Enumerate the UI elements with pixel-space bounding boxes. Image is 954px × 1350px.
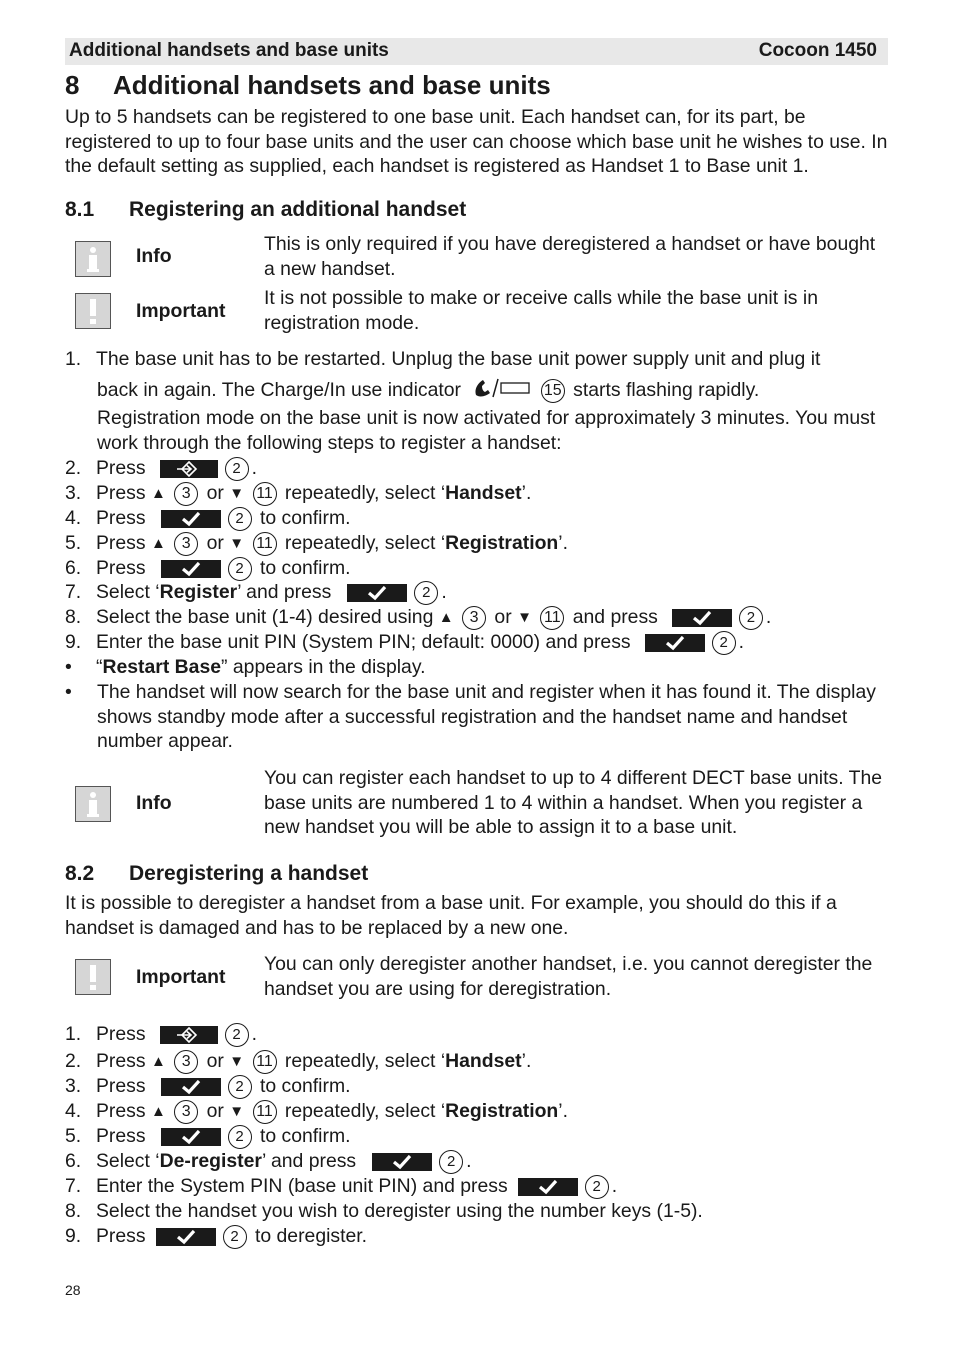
step-text: or xyxy=(494,606,512,628)
step-number: 8. xyxy=(65,1200,82,1222)
list-item xyxy=(65,347,820,371)
step-text: to confirm. xyxy=(259,507,351,529)
step-text: to deregister. xyxy=(254,1225,368,1247)
list-item xyxy=(65,556,350,581)
step-number: 1. xyxy=(65,348,82,370)
step-text: Press xyxy=(96,1023,146,1045)
step-text: Enter the System PIN (base unit PIN) and press xyxy=(96,1175,508,1197)
step-text: back in again. The Charge/In use indicator xyxy=(97,379,461,402)
list-item xyxy=(65,1174,617,1199)
menu-key-icon xyxy=(160,460,218,478)
section-title: Deregistering a handset xyxy=(129,862,369,885)
list-item xyxy=(65,531,568,556)
important-text: You can only deregister another handset, i.e. you cannot deregister the handset you are using for deregistration. xyxy=(264,953,873,1000)
info-icon xyxy=(75,241,111,277)
header-section-title: Additional handsets and base units xyxy=(69,40,389,61)
step-text: Press xyxy=(96,457,146,479)
key-2-marker: 2 xyxy=(439,1150,463,1174)
key-3-marker: 3 xyxy=(174,1100,198,1124)
punct: ’. xyxy=(558,1100,568,1122)
check-key-icon xyxy=(372,1153,432,1171)
key-2-marker: 2 xyxy=(585,1175,609,1199)
step-number: 1. xyxy=(65,1023,82,1045)
punct: . xyxy=(251,1023,257,1045)
step-number: 9. xyxy=(65,631,82,653)
list-item xyxy=(65,481,531,506)
key-2-marker: 2 xyxy=(228,1125,252,1149)
step-text: ’ and press xyxy=(261,1150,357,1172)
key-2-marker: 2 xyxy=(223,1225,247,1249)
step-text: or xyxy=(206,1100,224,1122)
key-11-marker: 11 xyxy=(253,482,277,506)
key-3-marker: 3 xyxy=(174,482,198,506)
info-label: Info xyxy=(136,245,172,267)
punct: ’. xyxy=(521,482,532,504)
header-product-name: Cocoon 1450 xyxy=(758,40,877,61)
step-number: 4. xyxy=(65,1100,82,1122)
step-text: Enter the base unit PIN (System PIN; default: 0000) and press xyxy=(96,631,631,653)
key-3-marker: 3 xyxy=(462,606,486,630)
section-number: 8.2 xyxy=(65,862,95,885)
important-text: It is not possible to make or receive calls while the base unit is in registration mode. xyxy=(264,287,818,334)
step-text: repeatedly, select ‘ xyxy=(284,1100,446,1122)
list-item xyxy=(65,630,744,655)
punct: . xyxy=(765,606,772,628)
step-text: Press xyxy=(96,532,146,554)
step-text: or xyxy=(206,532,224,554)
step-text: Press xyxy=(96,1050,146,1072)
list-item-continuation xyxy=(97,377,759,405)
up-arrow-icon: ▲ xyxy=(150,1103,166,1120)
step-option: Handset xyxy=(445,1050,522,1072)
step-number: 5. xyxy=(65,532,82,554)
chapter-title xyxy=(65,67,551,103)
chapter-number: 8 xyxy=(65,70,80,100)
info-icon xyxy=(75,786,111,822)
check-key-icon xyxy=(156,1228,216,1246)
check-key-icon xyxy=(161,1128,221,1146)
step-number: 7. xyxy=(65,1175,82,1197)
punct: . xyxy=(466,1150,472,1172)
step-text: Press xyxy=(96,507,146,529)
key-11-marker: 11 xyxy=(253,532,277,556)
punct: . xyxy=(251,457,257,479)
page-number: 28 xyxy=(65,1282,81,1298)
up-arrow-icon: ▲ xyxy=(150,1053,166,1070)
step-text: Registration mode on the base unit is now activated for approximately 3 minutes. You must work through the following steps to register a handset: xyxy=(97,407,876,454)
key-11-marker: 11 xyxy=(253,1050,277,1074)
step-number: 4. xyxy=(65,507,82,529)
step-option: Registration xyxy=(445,1100,559,1122)
list-item xyxy=(65,1124,350,1149)
punct: . xyxy=(441,581,447,603)
key-15-marker: 15 xyxy=(541,379,565,403)
step-number: 3. xyxy=(65,1075,82,1097)
list-item xyxy=(65,580,447,605)
important-label: Important xyxy=(136,966,226,988)
step-text: Press xyxy=(96,1100,146,1122)
list-item xyxy=(65,1022,257,1047)
step-number: 9. xyxy=(65,1225,82,1247)
check-key-icon xyxy=(645,634,705,652)
info-text: You can register each handset to up to 4 different DECT base units. The base units are numbered 1 to 4 within a handset. When you register a new handset you will be able to assign it to a base unit. xyxy=(264,767,883,839)
step-option: Handset xyxy=(445,482,522,504)
key-3-marker: 3 xyxy=(174,532,198,556)
section-title: Registering an additional handset xyxy=(129,198,467,221)
down-arrow-icon: ▼ xyxy=(517,609,532,626)
check-key-icon xyxy=(161,510,221,528)
key-2-marker: 2 xyxy=(225,457,249,481)
list-item xyxy=(65,1049,531,1074)
step-text: Press xyxy=(96,557,146,579)
important-label: Important xyxy=(136,300,226,322)
step-text: repeatedly, select ‘ xyxy=(284,532,446,554)
up-arrow-icon: ▲ xyxy=(150,535,166,552)
step-option: Registration xyxy=(445,532,559,554)
down-arrow-icon: ▼ xyxy=(229,1103,245,1120)
check-key-icon xyxy=(672,609,732,627)
section-intro: It is possible to deregister a handset from a base unit. For example, you should do this if a handset is damaged and has to be replaced by a new one. xyxy=(65,892,837,939)
list-item xyxy=(65,605,771,630)
step-number: 5. xyxy=(65,1125,82,1147)
step-text: ” appears in the display. xyxy=(221,656,426,678)
step-text: to confirm. xyxy=(259,1075,351,1097)
step-text: Select the base unit (1-4) desired using xyxy=(96,606,434,628)
list-item xyxy=(65,1099,568,1124)
step-option: De-register xyxy=(159,1150,262,1172)
check-key-icon xyxy=(161,1078,221,1096)
warning-icon xyxy=(75,293,111,329)
step-text: to confirm. xyxy=(259,1125,351,1147)
step-number: 2. xyxy=(65,457,82,479)
step-text: Select ‘ xyxy=(96,1150,160,1172)
list-item xyxy=(65,1149,472,1174)
key-2-marker: 2 xyxy=(225,1023,249,1047)
step-text: ’ and press xyxy=(237,581,332,603)
bullet-marker: • xyxy=(65,681,72,703)
key-11-marker: 11 xyxy=(540,606,564,630)
punct: “ xyxy=(96,656,103,678)
list-item xyxy=(65,506,350,531)
down-arrow-icon: ▼ xyxy=(229,485,245,502)
section-8-1-heading xyxy=(65,196,466,224)
up-arrow-icon: ▲ xyxy=(150,485,166,502)
display-message: Restart Base xyxy=(102,656,222,678)
step-text: repeatedly, select ‘ xyxy=(284,1050,446,1072)
step-text: The base unit has to be restarted. Unplug the base unit power supply unit and plug it xyxy=(96,348,821,370)
step-number: 2. xyxy=(65,1050,82,1072)
key-11-marker: 11 xyxy=(253,1100,277,1124)
key-2-marker: 2 xyxy=(228,507,252,531)
step-text: and press xyxy=(572,606,658,628)
check-key-icon xyxy=(347,584,407,602)
step-text: repeatedly, select ‘ xyxy=(284,482,446,504)
key-2-marker: 2 xyxy=(228,557,252,581)
step-number: 6. xyxy=(65,1150,82,1172)
intro-paragraph: Up to 5 handsets can be registered to one base unit. Each handset can, for its part, be registered to up to four base units and the user can choose which base unit he wishes to use. In the default setting as supplied, each handset is registered as Handset 1 to Base unit 1. xyxy=(65,106,888,178)
menu-key-icon xyxy=(160,1026,218,1044)
bullet: • xyxy=(65,656,72,678)
warning-icon xyxy=(75,959,111,995)
list-item xyxy=(65,456,257,481)
step-number: 6. xyxy=(65,557,82,579)
step-option: Register xyxy=(159,581,238,603)
info-text: This is only required if you have deregistered a handset or have bought a new handset. xyxy=(264,233,876,280)
step-text: to confirm. xyxy=(259,557,351,579)
chapter-title-text: Additional handsets and base units xyxy=(113,70,551,100)
key-3-marker: 3 xyxy=(174,1050,198,1074)
list-item xyxy=(65,1074,350,1099)
section-8-2-heading xyxy=(65,860,368,888)
section-number: 8.1 xyxy=(65,198,95,221)
punct: ’. xyxy=(558,532,568,554)
bullet-text: The handset will now search for the base unit and register when it has found it. The display shows standby mode after a successful registration and the handset name and handset number appear. xyxy=(97,681,876,753)
key-2-marker: 2 xyxy=(414,581,438,605)
up-arrow-icon: ▲ xyxy=(438,609,454,626)
check-key-icon xyxy=(161,560,221,578)
key-2-marker: 2 xyxy=(739,606,763,630)
step-text: starts flashing rapidly. xyxy=(573,379,760,402)
step-text: Press xyxy=(96,1075,146,1097)
step-number: 3. xyxy=(65,482,82,504)
step-text: Press xyxy=(96,482,146,504)
step-text: Select ‘ xyxy=(96,581,160,603)
phone-charge-indicator-icon xyxy=(472,377,532,405)
step-number: 8. xyxy=(65,606,82,628)
punct: ’. xyxy=(521,1050,532,1072)
punct: . xyxy=(738,631,744,653)
punct: . xyxy=(611,1175,618,1197)
step-number: 7. xyxy=(65,581,82,603)
key-2-marker: 2 xyxy=(228,1075,252,1099)
down-arrow-icon: ▼ xyxy=(229,535,245,552)
list-item xyxy=(65,1224,367,1249)
key-2-marker: 2 xyxy=(712,631,736,655)
list-item xyxy=(65,1199,703,1223)
bullet-item xyxy=(65,655,425,679)
check-key-icon xyxy=(518,1178,578,1196)
info-label: Info xyxy=(136,792,172,814)
step-text: Select the handset you wish to deregister using the number keys (1-5). xyxy=(96,1200,703,1222)
down-arrow-icon: ▼ xyxy=(229,1053,245,1070)
step-text: Press xyxy=(96,1225,146,1247)
step-text: or xyxy=(206,1050,224,1072)
step-text: Press xyxy=(96,1125,146,1147)
step-text: or xyxy=(206,482,224,504)
